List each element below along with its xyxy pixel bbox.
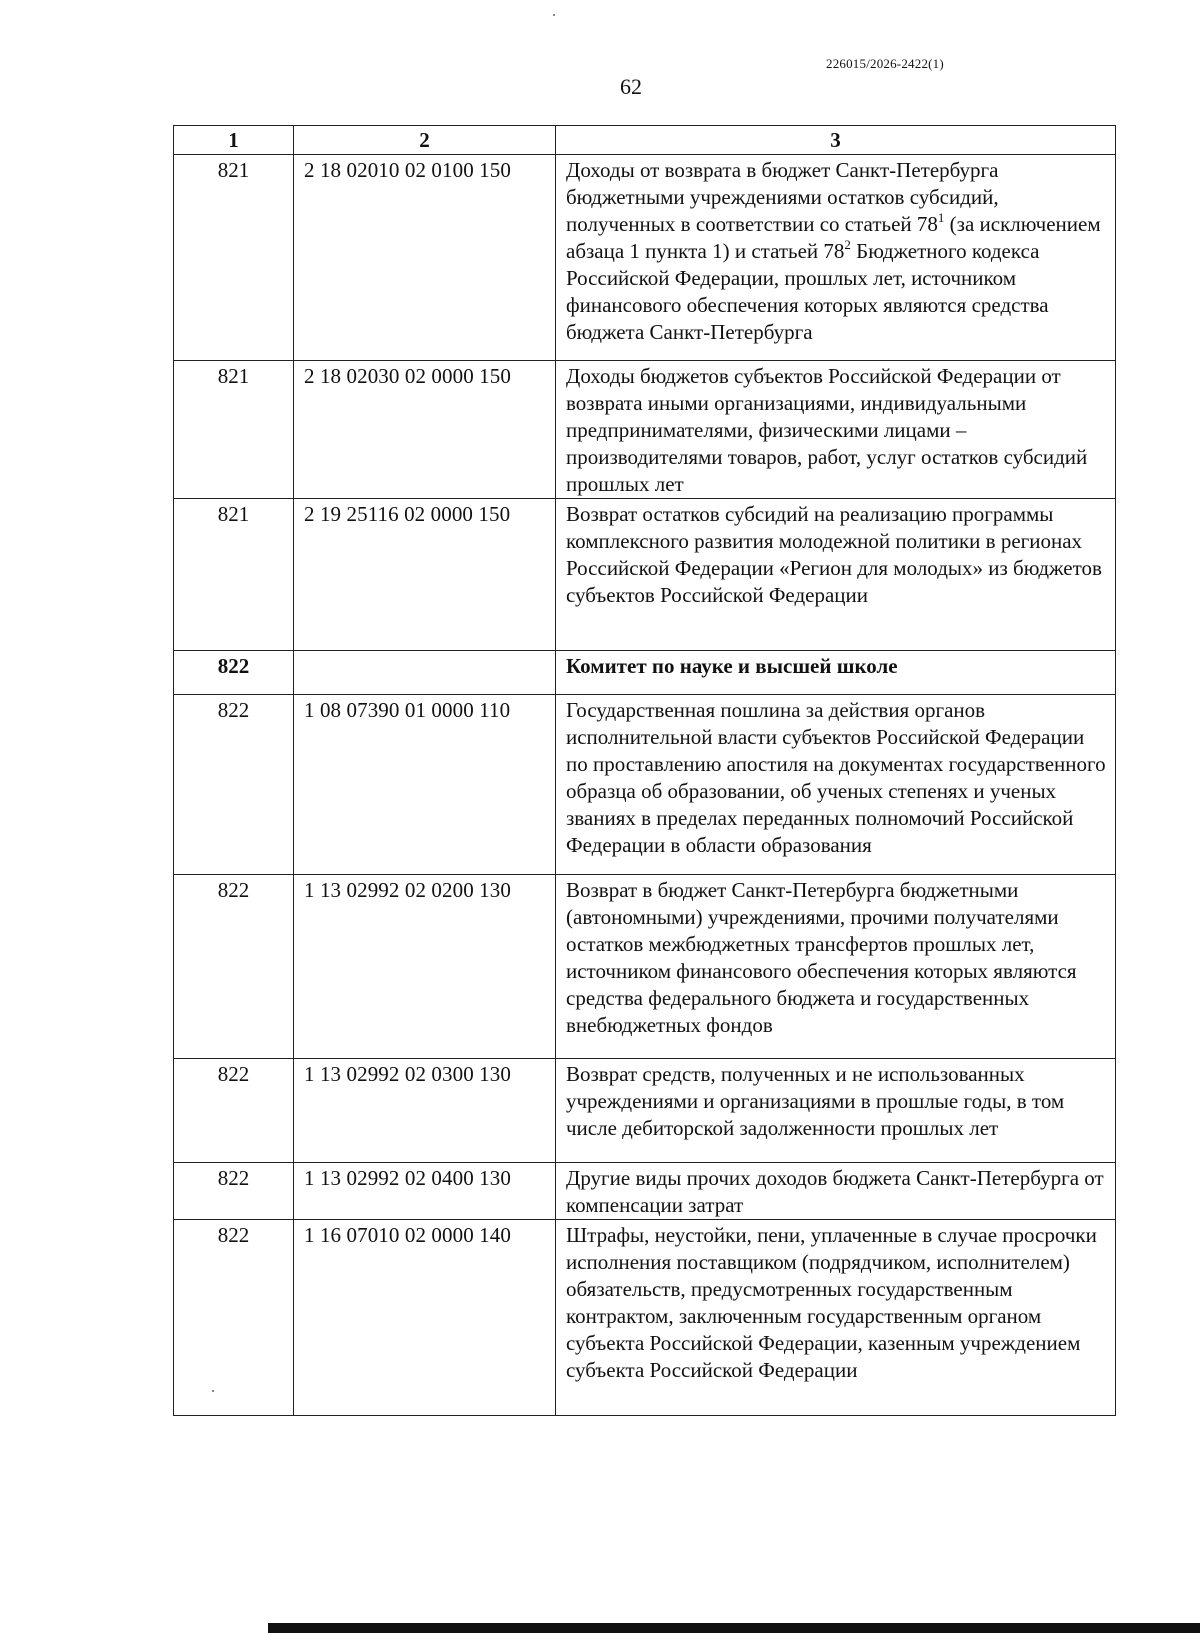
description-cell: Возврат в бюджет Санкт-Петербурга бюджетными (автономными) учреждениями, прочими получателями остатков межбюджетных трансфертов прошлых лет, источником финансового обеспечения которых являются средства федерального бюджета и государственных внебюджетных фондов (556, 875, 1116, 1059)
budget-code-cell: 1 16 07010 02 0000 140 (294, 1220, 556, 1416)
scan-speck (212, 1390, 214, 1392)
superscript: 1 (937, 210, 945, 225)
description-cell (556, 155, 1116, 361)
admin-code-cell: 822 (174, 875, 294, 1059)
document-registration-number: 226015/2026-2422(1) (826, 56, 944, 71)
scan-speck (553, 14, 555, 16)
budget-code-cell: 1 08 07390 01 0000 110 (294, 695, 556, 875)
column-header-3: 3 (556, 126, 1116, 155)
table-row (174, 155, 1116, 361)
budget-code-cell: 2 18 02010 02 0100 150 (294, 155, 556, 361)
admin-code-cell: 822 (174, 651, 294, 695)
description-cell: Возврат остатков субсидий на реализацию программы комплексного развития молодежной политики в регионах Российской Федерации «Регион для молодых» из бюджетов субъектов Российской Федерации (556, 499, 1116, 651)
scan-edge-bar (268, 1623, 1200, 1633)
table-row (174, 1220, 1116, 1416)
table-header-row (174, 126, 1116, 155)
description-text: Бюджетного кодекса Российской Федерации, прошлых лет, источником финансового обеспечения которых являются средства бюджета Санкт-Петербурга (566, 239, 1049, 344)
budget-code-cell: 1 13 02992 02 0200 130 (294, 875, 556, 1059)
description-text: Доходы от возврата в бюджет Санкт-Петербурга бюджетными учреждениями остатков субсидий, полученных в соответствии со статьей 78 (566, 158, 999, 236)
description-cell: Доходы бюджетов субъектов Российской Федерации от возврата иными организациями, индивидуальными предпринимателями, физическими лицами – производителями товаров, работ, услуг остатков субсидий прошлых лет (556, 361, 1116, 499)
description-cell: Штрафы, неустойки, пени, уплаченные в случае просрочки исполнения поставщиком (подрядчиком, исполнителем) обязательств, предусмотренных государственным контрактом, заключенным государственным органом субъекта Российской Федерации, казенным учреждением субъекта Российской Федерации (556, 1220, 1116, 1416)
admin-code-cell: 821 (174, 499, 294, 651)
admin-code-cell: 822 (174, 1059, 294, 1163)
admin-code-cell: 822 (174, 1163, 294, 1220)
table-row (174, 361, 1116, 499)
table-row (174, 695, 1116, 875)
description-cell: Возврат средств, полученных и не использованных учреждениями и организациями в прошлые годы, в том числе дебиторской задолженности прошлых лет (556, 1059, 1116, 1163)
superscript: 2 (844, 237, 851, 252)
admin-code-cell: 822 (174, 695, 294, 875)
description-text: (за исключением абзаца 1 пункта 1) и статьей 78 (566, 212, 1101, 263)
column-header-1: 1 (174, 126, 294, 155)
section-header-row (174, 651, 1116, 695)
budget-code-cell: 1 13 02992 02 0300 130 (294, 1059, 556, 1163)
description-cell: Другие виды прочих доходов бюджета Санкт-Петербурга от компенсации затрат (556, 1163, 1116, 1220)
table-row (174, 499, 1116, 651)
table-row (174, 875, 1116, 1059)
table-row (174, 1059, 1116, 1163)
admin-code-cell: 821 (174, 361, 294, 499)
admin-code-cell: 822 (174, 1220, 294, 1416)
section-title-cell: Комитет по науке и высшей школе (556, 651, 1116, 695)
budget-code-cell: 1 13 02992 02 0400 130 (294, 1163, 556, 1220)
description-cell: Государственная пошлина за действия органов исполнительной власти субъектов Российской Федерации по проставлению апостиля на документах государственного образца об образовании, об ученых степенях и ученых званиях в пределах переданных полномочий Российской Федерации в области образования (556, 695, 1116, 875)
table-row (174, 1163, 1116, 1220)
income-codes-table (173, 125, 1116, 1416)
column-header-2: 2 (294, 126, 556, 155)
page-number: 62 (620, 74, 642, 99)
budget-code-cell (294, 651, 556, 695)
budget-code-cell: 2 19 25116 02 0000 150 (294, 499, 556, 651)
admin-code-cell: 821 (174, 155, 294, 361)
budget-code-cell: 2 18 02030 02 0000 150 (294, 361, 556, 499)
